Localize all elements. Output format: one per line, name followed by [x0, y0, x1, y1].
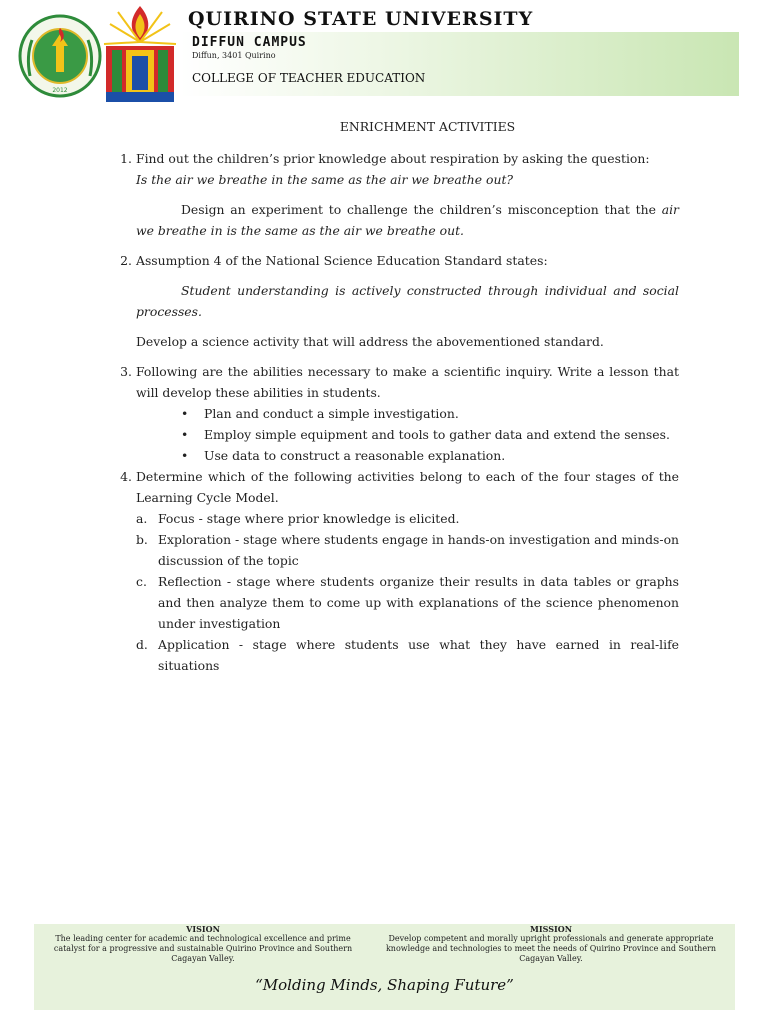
list-item: c. Reflection - stage where students organize their results in data tables or graphs and then analyze them to come up with explanations of the science phenomenon under investigation	[136, 574, 679, 631]
stages-list	[136, 508, 679, 676]
item-instruction	[136, 199, 679, 241]
activity-item-4	[110, 466, 679, 676]
list-item: • Employ simple equipment and tools to gather data and extend the senses.	[136, 424, 679, 445]
motto: “Molding Minds, Shaping Future”	[255, 976, 514, 994]
instruction-italic: air we breathe in is the same as the air we breathe out.	[136, 202, 679, 238]
bullet-icon: •	[181, 448, 189, 463]
activity-item-1	[110, 148, 679, 241]
footer-panel	[34, 924, 735, 1010]
item-text: Determine which of the following activities belong to each of the four stages of the Learning Cycle Model.	[136, 469, 679, 505]
list-item: a. Focus - stage where prior knowledge is elicited.	[136, 511, 460, 526]
activity-item-3	[110, 361, 679, 466]
item-number: 3.	[120, 364, 132, 379]
item-text: Find out the children’s prior knowledge about respiration by asking the question:	[136, 151, 650, 166]
item-text: Assumption 4 of the National Science Education Standard states:	[136, 253, 548, 268]
instruction-text: Design an experiment to challenge the children’s misconception that the	[181, 202, 656, 217]
abilities-list	[136, 403, 679, 466]
letterhead	[0, 0, 768, 112]
bullet-icon: •	[181, 427, 189, 442]
seal-year: 2012	[52, 87, 68, 94]
standard-quote: Student understanding is actively constructed through individual and social processes.	[136, 283, 679, 319]
item-task: Develop a science activity that will address the abovementioned standard.	[136, 334, 604, 349]
campus-address: Diffun, 3401 Quirino	[192, 51, 276, 60]
college-logo	[100, 2, 180, 110]
item-number: 2.	[120, 253, 132, 268]
page-title: ENRICHMENT ACTIVITIES	[339, 119, 516, 134]
list-item: d. Application - stage where students use what they have earned in real-life situations	[136, 637, 679, 673]
vision-text: The leading center for academic and technological excellence and prime catalyst for a progressive and sustainable Quirino Province and Southern Cagayan Valley.	[53, 934, 353, 963]
university-seal-logo	[16, 6, 104, 106]
college-name: COLLEGE OF TEACHER EDUCATION	[192, 71, 426, 85]
campus-name: DIFFUN CAMPUS	[192, 35, 307, 50]
item-text: Following are the abilities necessary to make a scientific inquiry. Write a lesson that will develop these abilities in students.	[136, 364, 679, 400]
university-name: QUIRINO STATE UNIVERSITY	[188, 8, 534, 30]
list-item: • Plan and conduct a simple investigation.	[136, 403, 679, 424]
vision-block	[44, 924, 362, 964]
item-question: Is the air we breathe in the same as the air we breathe out?	[136, 172, 514, 187]
document-body	[110, 116, 679, 676]
item-number: 4.	[120, 469, 132, 484]
list-item: b. Exploration - stage where students engage in hands-on investigation and minds-on discussion of the topic	[136, 532, 680, 568]
activity-item-2	[110, 250, 679, 352]
vision-title: VISION	[186, 924, 220, 934]
item-number: 1.	[120, 151, 132, 166]
mission-block	[376, 924, 726, 964]
list-item: • Use data to construct a reasonable explanation.	[136, 445, 679, 466]
mission-title: MISSION	[530, 924, 572, 934]
mission-text: Develop competent and morally upright professionals and generate appropriate knowledge and technologies to meet the needs of Quirino Province and Southern Cagayan Valley.	[385, 934, 717, 963]
bullet-icon: •	[181, 406, 189, 421]
